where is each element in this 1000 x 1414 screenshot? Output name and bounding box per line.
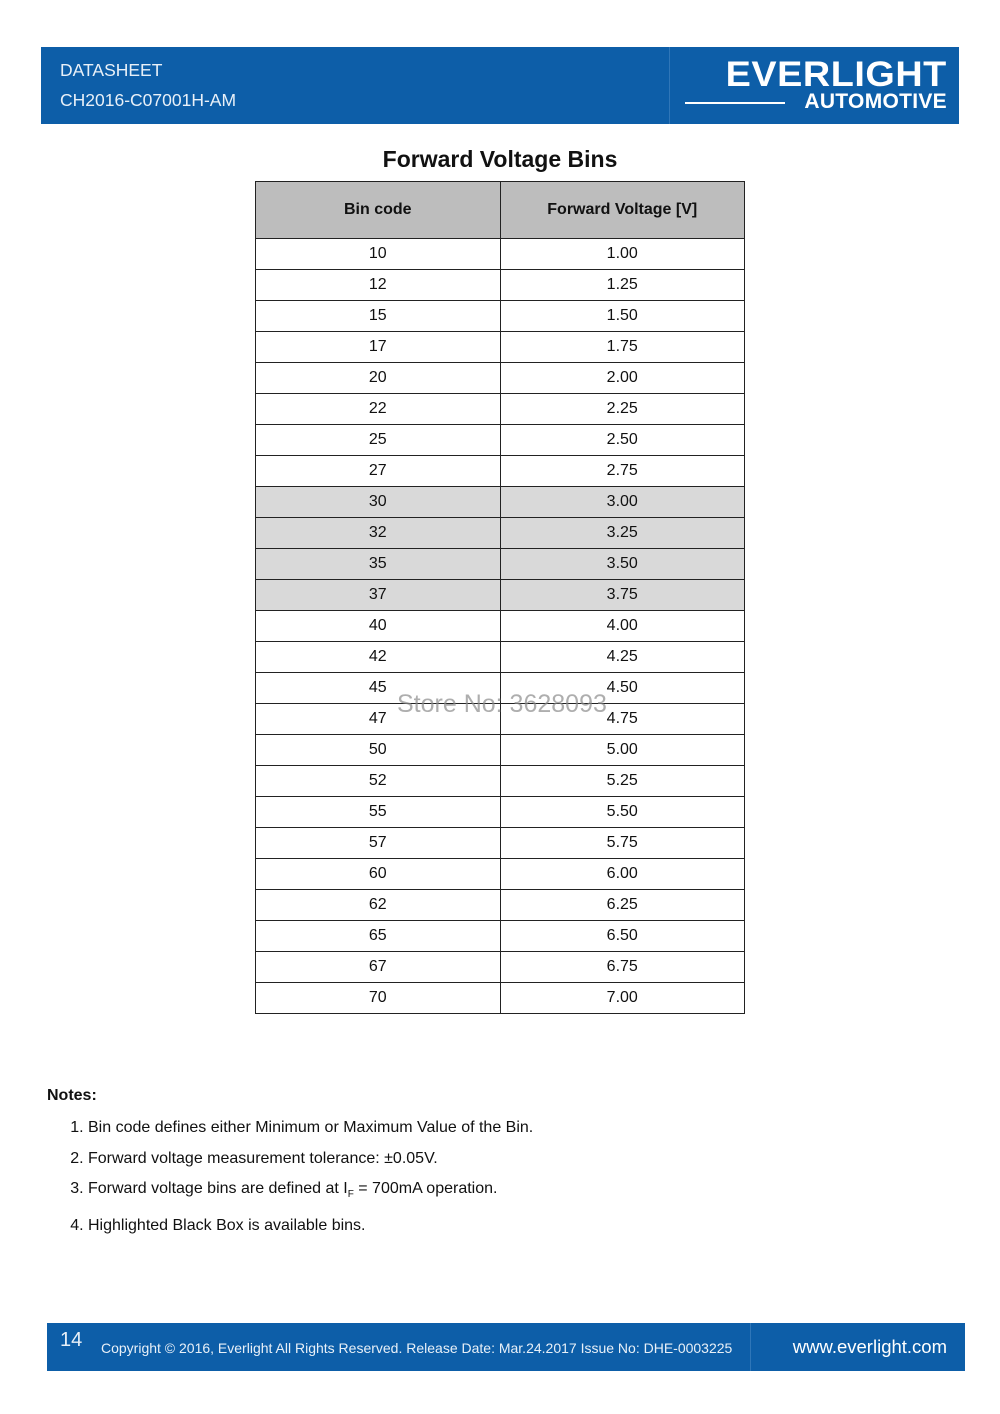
notes-section <box>47 1087 533 1241</box>
bin-code-cell: 27 <box>256 456 501 487</box>
page-header <box>41 47 959 124</box>
column-header-forward-voltage: Forward Voltage [V] <box>500 182 745 239</box>
forward-voltage-cell: 5.75 <box>500 828 745 859</box>
forward-voltage-cell: 3.50 <box>500 549 745 580</box>
note-subscript: F <box>347 1189 354 1201</box>
doc-type: DATASHEET <box>60 60 163 80</box>
table-row <box>256 611 745 642</box>
page-footer <box>47 1323 965 1371</box>
page-title: Forward Voltage Bins <box>382 146 618 172</box>
bin-code-cell: 30 <box>256 487 501 518</box>
forward-voltage-cell: 1.25 <box>500 270 745 301</box>
page-number: 14 <box>60 1329 83 1351</box>
bin-code-cell: 35 <box>256 549 501 580</box>
bin-code-cell: 50 <box>256 735 501 766</box>
bin-code-cell: 12 <box>256 270 501 301</box>
copyright-text: Copyright © 2016, Everlight All Rights Reserved. Release Date: Mar.24.2017 Issue No: DHE-0003225 <box>101 1340 733 1356</box>
note-text: = 700mA operation. <box>353 1180 498 1197</box>
table-row <box>256 983 745 1014</box>
forward-voltage-cell: 7.00 <box>500 983 745 1014</box>
bin-code-cell: 60 <box>256 859 501 890</box>
footer-divider <box>750 1323 751 1371</box>
bin-code-cell: 10 <box>256 239 501 270</box>
forward-voltage-cell: 3.75 <box>500 580 745 611</box>
notes-heading: Notes: <box>47 1087 97 1104</box>
table-row <box>256 704 745 735</box>
forward-voltage-cell: 4.75 <box>500 704 745 735</box>
part-number: CH2016-C07001H-AM <box>60 90 237 110</box>
notes-list <box>47 1113 533 1241</box>
bin-code-cell: 70 <box>256 983 501 1014</box>
forward-voltage-cell: 1.75 <box>500 332 745 363</box>
forward-voltage-cell: 1.00 <box>500 239 745 270</box>
bin-code-cell: 32 <box>256 518 501 549</box>
table-row <box>256 673 745 704</box>
table-row <box>256 642 745 673</box>
forward-voltage-cell: 6.25 <box>500 890 745 921</box>
bin-code-cell: 22 <box>256 394 501 425</box>
bin-code-cell: 55 <box>256 797 501 828</box>
table-row <box>256 828 745 859</box>
bin-code-cell: 65 <box>256 921 501 952</box>
forward-voltage-bins-table <box>255 181 745 1014</box>
bin-code-cell: 20 <box>256 363 501 394</box>
logo-word: EVERLIGHT <box>725 55 947 94</box>
table-header-row <box>256 182 745 239</box>
bin-code-cell: 15 <box>256 301 501 332</box>
table-row <box>256 921 745 952</box>
table-row <box>256 735 745 766</box>
bin-code-cell: 37 <box>256 580 501 611</box>
store-watermark: Store No: 3628093 <box>397 690 607 718</box>
forward-voltage-cell: 2.75 <box>500 456 745 487</box>
forward-voltage-cell: 4.25 <box>500 642 745 673</box>
note-item: 2. Forward voltage measurement tolerance: ±0.05V. <box>88 1144 533 1175</box>
bin-code-cell: 45 <box>256 673 501 704</box>
forward-voltage-cell: 4.00 <box>500 611 745 642</box>
forward-voltage-cell: 6.75 <box>500 952 745 983</box>
column-header-bin-code: Bin code <box>256 182 501 239</box>
table-row <box>256 456 745 487</box>
bin-code-cell: 17 <box>256 332 501 363</box>
forward-voltage-cell: 6.00 <box>500 859 745 890</box>
bin-code-cell: 67 <box>256 952 501 983</box>
forward-voltage-cell: 3.25 <box>500 518 745 549</box>
bin-code-cell: 42 <box>256 642 501 673</box>
table-row <box>256 239 745 270</box>
note-item: 4. Highlighted Black Box is available bins. <box>88 1211 533 1242</box>
bin-code-cell: 47 <box>256 704 501 735</box>
note-text: Forward voltage bins are defined at I <box>88 1180 348 1197</box>
note-item <box>88 1174 533 1211</box>
table-row <box>256 363 745 394</box>
forward-voltage-cell: 5.50 <box>500 797 745 828</box>
forward-voltage-cell: 3.00 <box>500 487 745 518</box>
table-body <box>256 239 745 1014</box>
forward-voltage-cell: 6.50 <box>500 921 745 952</box>
forward-voltage-cell: 2.00 <box>500 363 745 394</box>
forward-voltage-cell: 2.50 <box>500 425 745 456</box>
table-row <box>256 518 745 549</box>
table-row <box>256 890 745 921</box>
bin-code-cell: 40 <box>256 611 501 642</box>
table-row <box>256 797 745 828</box>
table-row <box>256 580 745 611</box>
table-row <box>256 270 745 301</box>
note-item: 1. Bin code defines either Minimum or Maximum Value of the Bin. <box>88 1113 533 1144</box>
table-row <box>256 766 745 797</box>
header-text <box>60 55 236 115</box>
forward-voltage-cell: 4.50 <box>500 673 745 704</box>
forward-voltage-cell: 2.25 <box>500 394 745 425</box>
table-row <box>256 394 745 425</box>
bin-code-cell: 57 <box>256 828 501 859</box>
header-divider <box>669 47 670 124</box>
forward-voltage-cell: 5.25 <box>500 766 745 797</box>
bin-code-cell: 62 <box>256 890 501 921</box>
website-link[interactable]: www.everlight.com <box>792 1336 947 1357</box>
forward-voltage-cell: 1.50 <box>500 301 745 332</box>
table-row <box>256 332 745 363</box>
bin-code-cell: 25 <box>256 425 501 456</box>
forward-voltage-cell: 5.00 <box>500 735 745 766</box>
logo-sub: AUTOMOTIVE <box>804 90 947 113</box>
table-row <box>256 487 745 518</box>
table-row <box>256 549 745 580</box>
logo-rule <box>685 102 785 104</box>
table-row <box>256 301 745 332</box>
table-row <box>256 425 745 456</box>
bin-code-cell: 52 <box>256 766 501 797</box>
table-row <box>256 952 745 983</box>
table-row <box>256 859 745 890</box>
everlight-logo <box>685 55 947 117</box>
